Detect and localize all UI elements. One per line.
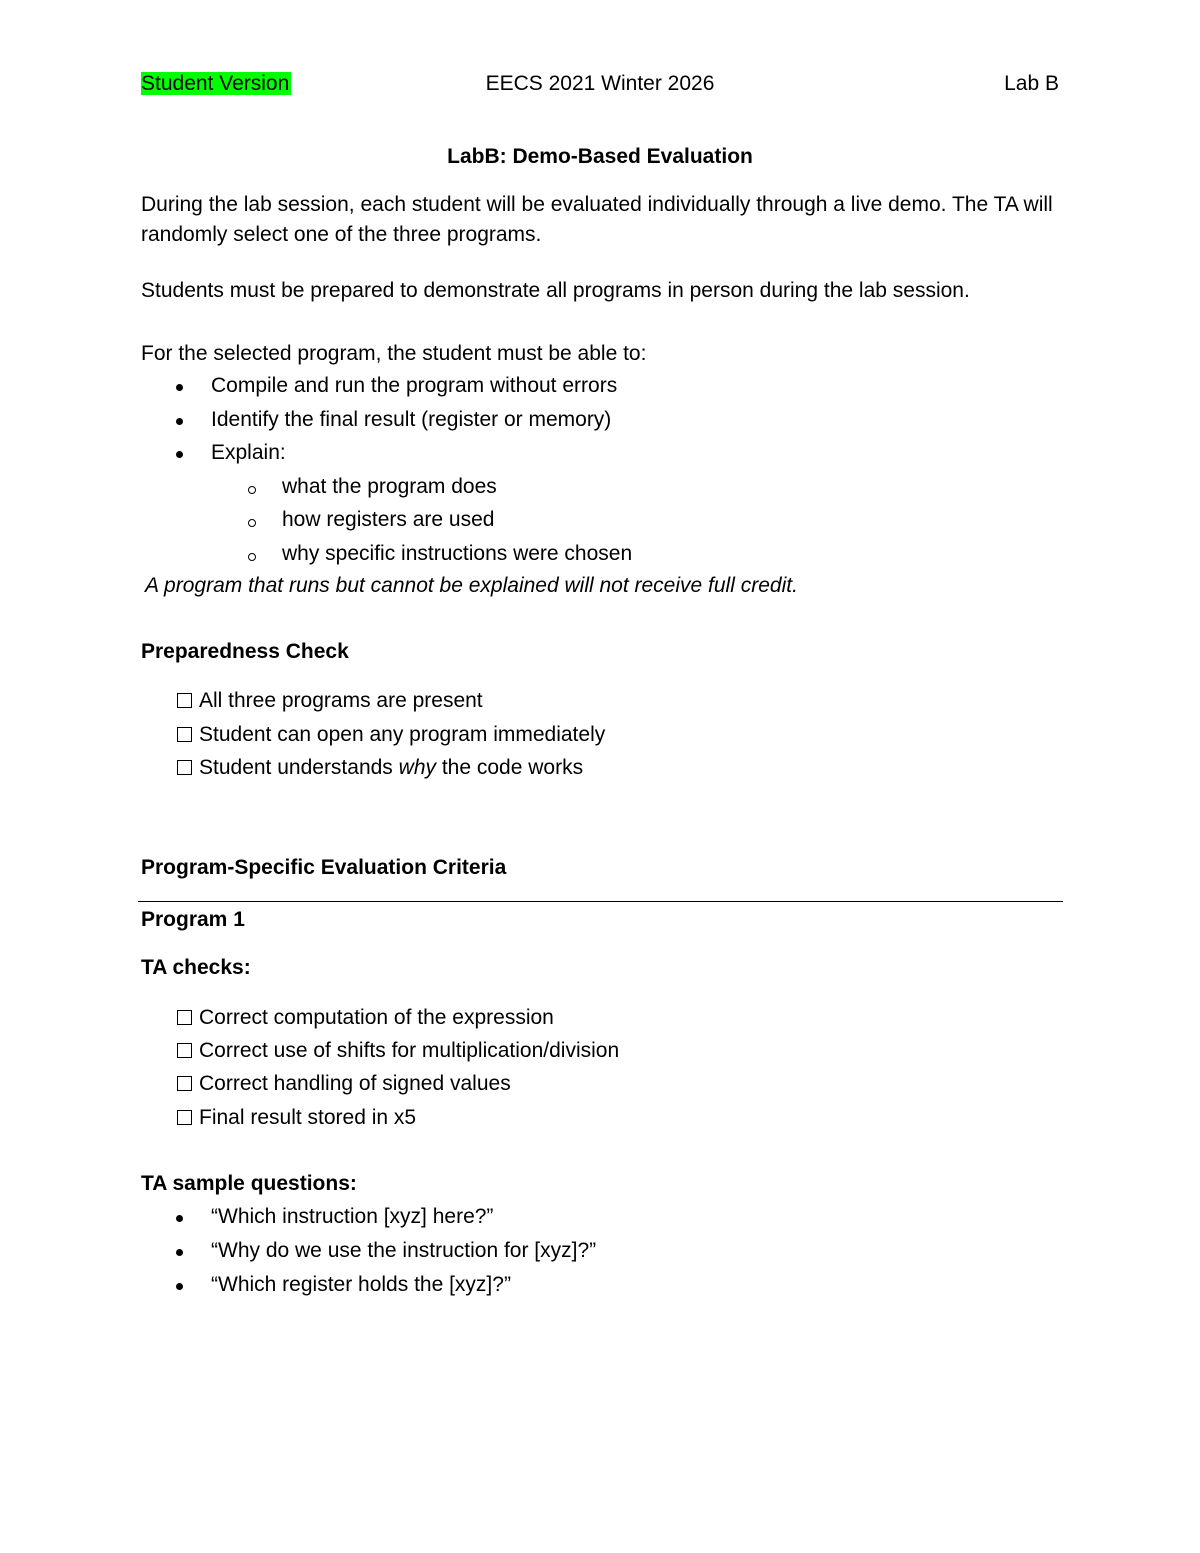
prepared-paragraph: Students must be prepared to demonstrate all programs in person during the lab session. bbox=[141, 279, 970, 302]
ta-check-label: Final result stored in x5 bbox=[199, 1106, 417, 1129]
section-divider bbox=[138, 901, 1063, 902]
sub-bullet-icon bbox=[248, 519, 256, 527]
selected-intro: For the selected program, the student must be able to: bbox=[141, 342, 647, 365]
checkbox[interactable] bbox=[177, 760, 192, 775]
ta-check-item bbox=[177, 1105, 416, 1130]
preparedness-label-after: the code works bbox=[436, 756, 584, 779]
ta-check-item bbox=[177, 1005, 554, 1030]
requirement-item: Compile and run the program without errors bbox=[211, 374, 618, 397]
explain-item: what the program does bbox=[282, 475, 497, 498]
explain-item: how registers are used bbox=[282, 508, 495, 531]
preparedness-label: Student can open any program immediately bbox=[199, 723, 606, 746]
question-item: “Which instruction [xyz] here?” bbox=[211, 1205, 494, 1228]
bullet-icon bbox=[176, 418, 183, 425]
intro-paragraph: During the lab session, each student will be evaluated individually through a live demo. The TA will randomly select one of the three programs. bbox=[141, 193, 1053, 246]
checkbox[interactable] bbox=[177, 1010, 192, 1025]
question-item: “Why do we use the instruction for [xyz]?” bbox=[211, 1239, 597, 1262]
preparedness-item bbox=[177, 722, 605, 747]
preparedness-heading: Preparedness Check bbox=[141, 640, 349, 663]
checkbox[interactable] bbox=[177, 693, 192, 708]
criteria-heading: Program-Specific Evaluation Criteria bbox=[141, 856, 507, 879]
bullet-icon bbox=[176, 1249, 183, 1256]
preparedness-emphasis: why bbox=[398, 756, 437, 779]
sub-bullet-icon bbox=[248, 486, 256, 494]
preparedness-label: All three programs are present bbox=[199, 689, 483, 712]
checkbox[interactable] bbox=[177, 1076, 192, 1091]
requirement-item: Identify the final result (register or memory) bbox=[211, 408, 612, 431]
program1-heading: Program 1 bbox=[141, 908, 245, 931]
version-highlight: Student Version bbox=[141, 72, 290, 95]
sub-bullet-icon bbox=[248, 553, 256, 561]
ta-check-label: Correct handling of signed values bbox=[199, 1072, 511, 1095]
credit-note: A program that runs but cannot be explained will not receive full credit. bbox=[145, 574, 798, 597]
ta-check-item bbox=[177, 1071, 511, 1096]
ta-check-label: Correct computation of the expression bbox=[199, 1006, 554, 1029]
header-lab: Lab B bbox=[1004, 72, 1059, 95]
bullet-icon bbox=[176, 384, 183, 391]
header-course: EECS 2021 Winter 2026 bbox=[485, 72, 715, 95]
bullet-icon bbox=[176, 1215, 183, 1222]
ta-check-item bbox=[177, 1038, 619, 1063]
checkbox[interactable] bbox=[177, 1043, 192, 1058]
bullet-icon bbox=[176, 1283, 183, 1290]
ta-check-label: Correct use of shifts for multiplication/division bbox=[199, 1039, 620, 1062]
ta-questions-heading: TA sample questions: bbox=[141, 1172, 357, 1195]
page-title: LabB: Demo-Based Evaluation bbox=[447, 145, 753, 168]
checkbox[interactable] bbox=[177, 1110, 192, 1125]
preparedness-item bbox=[177, 688, 483, 713]
question-item: “Which register holds the [xyz]?” bbox=[211, 1273, 511, 1296]
preparedness-label-before: Student understands bbox=[199, 756, 399, 779]
ta-checks-heading: TA checks: bbox=[141, 956, 251, 979]
requirement-item: Explain: bbox=[211, 441, 286, 464]
explain-item: why specific instructions were chosen bbox=[282, 542, 633, 565]
checkbox[interactable] bbox=[177, 727, 192, 742]
preparedness-item bbox=[177, 755, 583, 780]
bullet-icon bbox=[176, 451, 183, 458]
